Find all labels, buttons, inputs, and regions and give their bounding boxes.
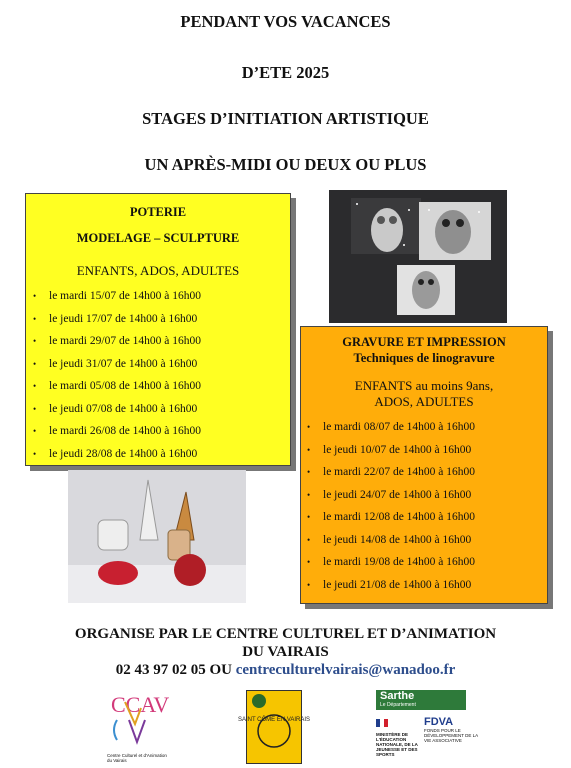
session-item: • le jeudi 07/08 de 14h00 à 16h00 [26,398,290,421]
session-item: • le mardi 12/08 de 14h00 à 16h00 [301,506,547,529]
session-item: • le mardi 29/07 de 14h00 à 16h00 [26,330,290,353]
ccav-letter-c1: CCAV [111,692,170,717]
gravure-box [300,326,548,604]
email-link[interactable]: centreculturelvairais@wanadoo.fr [235,662,456,678]
saint-come-text: SAINT CÔME EN VAIRAIS [237,717,311,723]
session-item: • le jeudi 21/08 de 14h00 à 16h00 [301,574,547,597]
header-line-1: PENDANT VOS VACANCES [180,12,391,31]
session-item: • le mardi 08/07 de 14h00 à 16h00 [301,416,547,439]
poterie-subtitle: MODELAGE – SCULPTURE [76,231,240,245]
gravure-subtitle: Techniques de linogravure [353,351,495,365]
gravure-audience-line-1: ENFANTS au moins 9ans, [354,378,494,393]
session-item: • le mardi 22/07 de 14h00 à 16h00 [301,461,547,484]
session-item: • le jeudi 31/07 de 14h00 à 16h00 [26,353,290,376]
fdva-logo [376,714,486,762]
organizer-line-1: ORGANISE PAR LE CENTRE CULTUREL ET D’ANIMATION [74,626,497,642]
poterie-box [25,193,291,466]
ccav-logo [107,690,170,763]
ccav-caption: Centre Culturel et d'Animation du Vairais [107,753,167,763]
header-line-4: UN APRÈS-MIDI OU DEUX OU PLUS [144,155,427,174]
session-item: • le jeudi 14/08 de 14h00 à 16h00 [301,529,547,552]
poterie-audience: ENFANTS, ADOS, ADULTES [76,263,240,278]
phone-number: 02 43 97 02 05 OU [115,662,232,678]
fdva-caption: FONDS POUR LE DÉVELOPPEMENT DE LA VIE ASSOCIATIVE [424,728,478,743]
session-item: • le jeudi 28/08 de 14h00 à 16h00 [26,443,290,466]
pottery-photo [68,470,246,603]
header-line-2: D’ETE 2025 [241,63,330,82]
fdva-name: FDVA [424,716,454,728]
session-item: • le mardi 19/08 de 14h00 à 16h00 [301,551,547,574]
gravure-title: GRAVURE ET IMPRESSION [342,335,506,349]
contact-line [0,662,571,679]
organizer-line-2: DU VAIRAIS [242,644,329,660]
session-item: • le jeudi 24/07 de 14h00 à 16h00 [301,484,547,507]
gravure-audience-line-2: ADOS, ADULTES [374,394,474,409]
ministry-text: MINISTÈRE DE L'ÉDUCATION NATIONALE, DE LA JEUNESSE ET DES SPORTS [376,732,418,757]
fdva-block [424,716,486,743]
gravure-sessions [301,416,547,596]
saint-come-logo [237,690,311,764]
session-item: • le mardi 26/08 de 14h00 à 16h00 [26,420,290,443]
header-line-3: STAGES D’INITIATION ARTISTIQUE [142,109,429,128]
owls-photo [329,190,507,323]
french-flag-icon [376,719,388,727]
sarthe-name: Sarthe [380,690,415,702]
sarthe-caption: Le Département [380,702,416,708]
session-item: • le jeudi 17/07 de 14h00 à 16h00 [26,308,290,331]
ministry-block [376,714,420,757]
poterie-sessions [26,285,290,465]
session-item: • le jeudi 10/07 de 14h00 à 16h00 [301,439,547,462]
gravure-audience [301,378,547,410]
session-item: • le mardi 05/08 de 14h00 à 16h00 [26,375,290,398]
session-item: • le mardi 15/07 de 14h00 à 16h00 [26,285,290,308]
sarthe-logo [376,690,466,710]
poterie-title: POTERIE [129,205,187,219]
